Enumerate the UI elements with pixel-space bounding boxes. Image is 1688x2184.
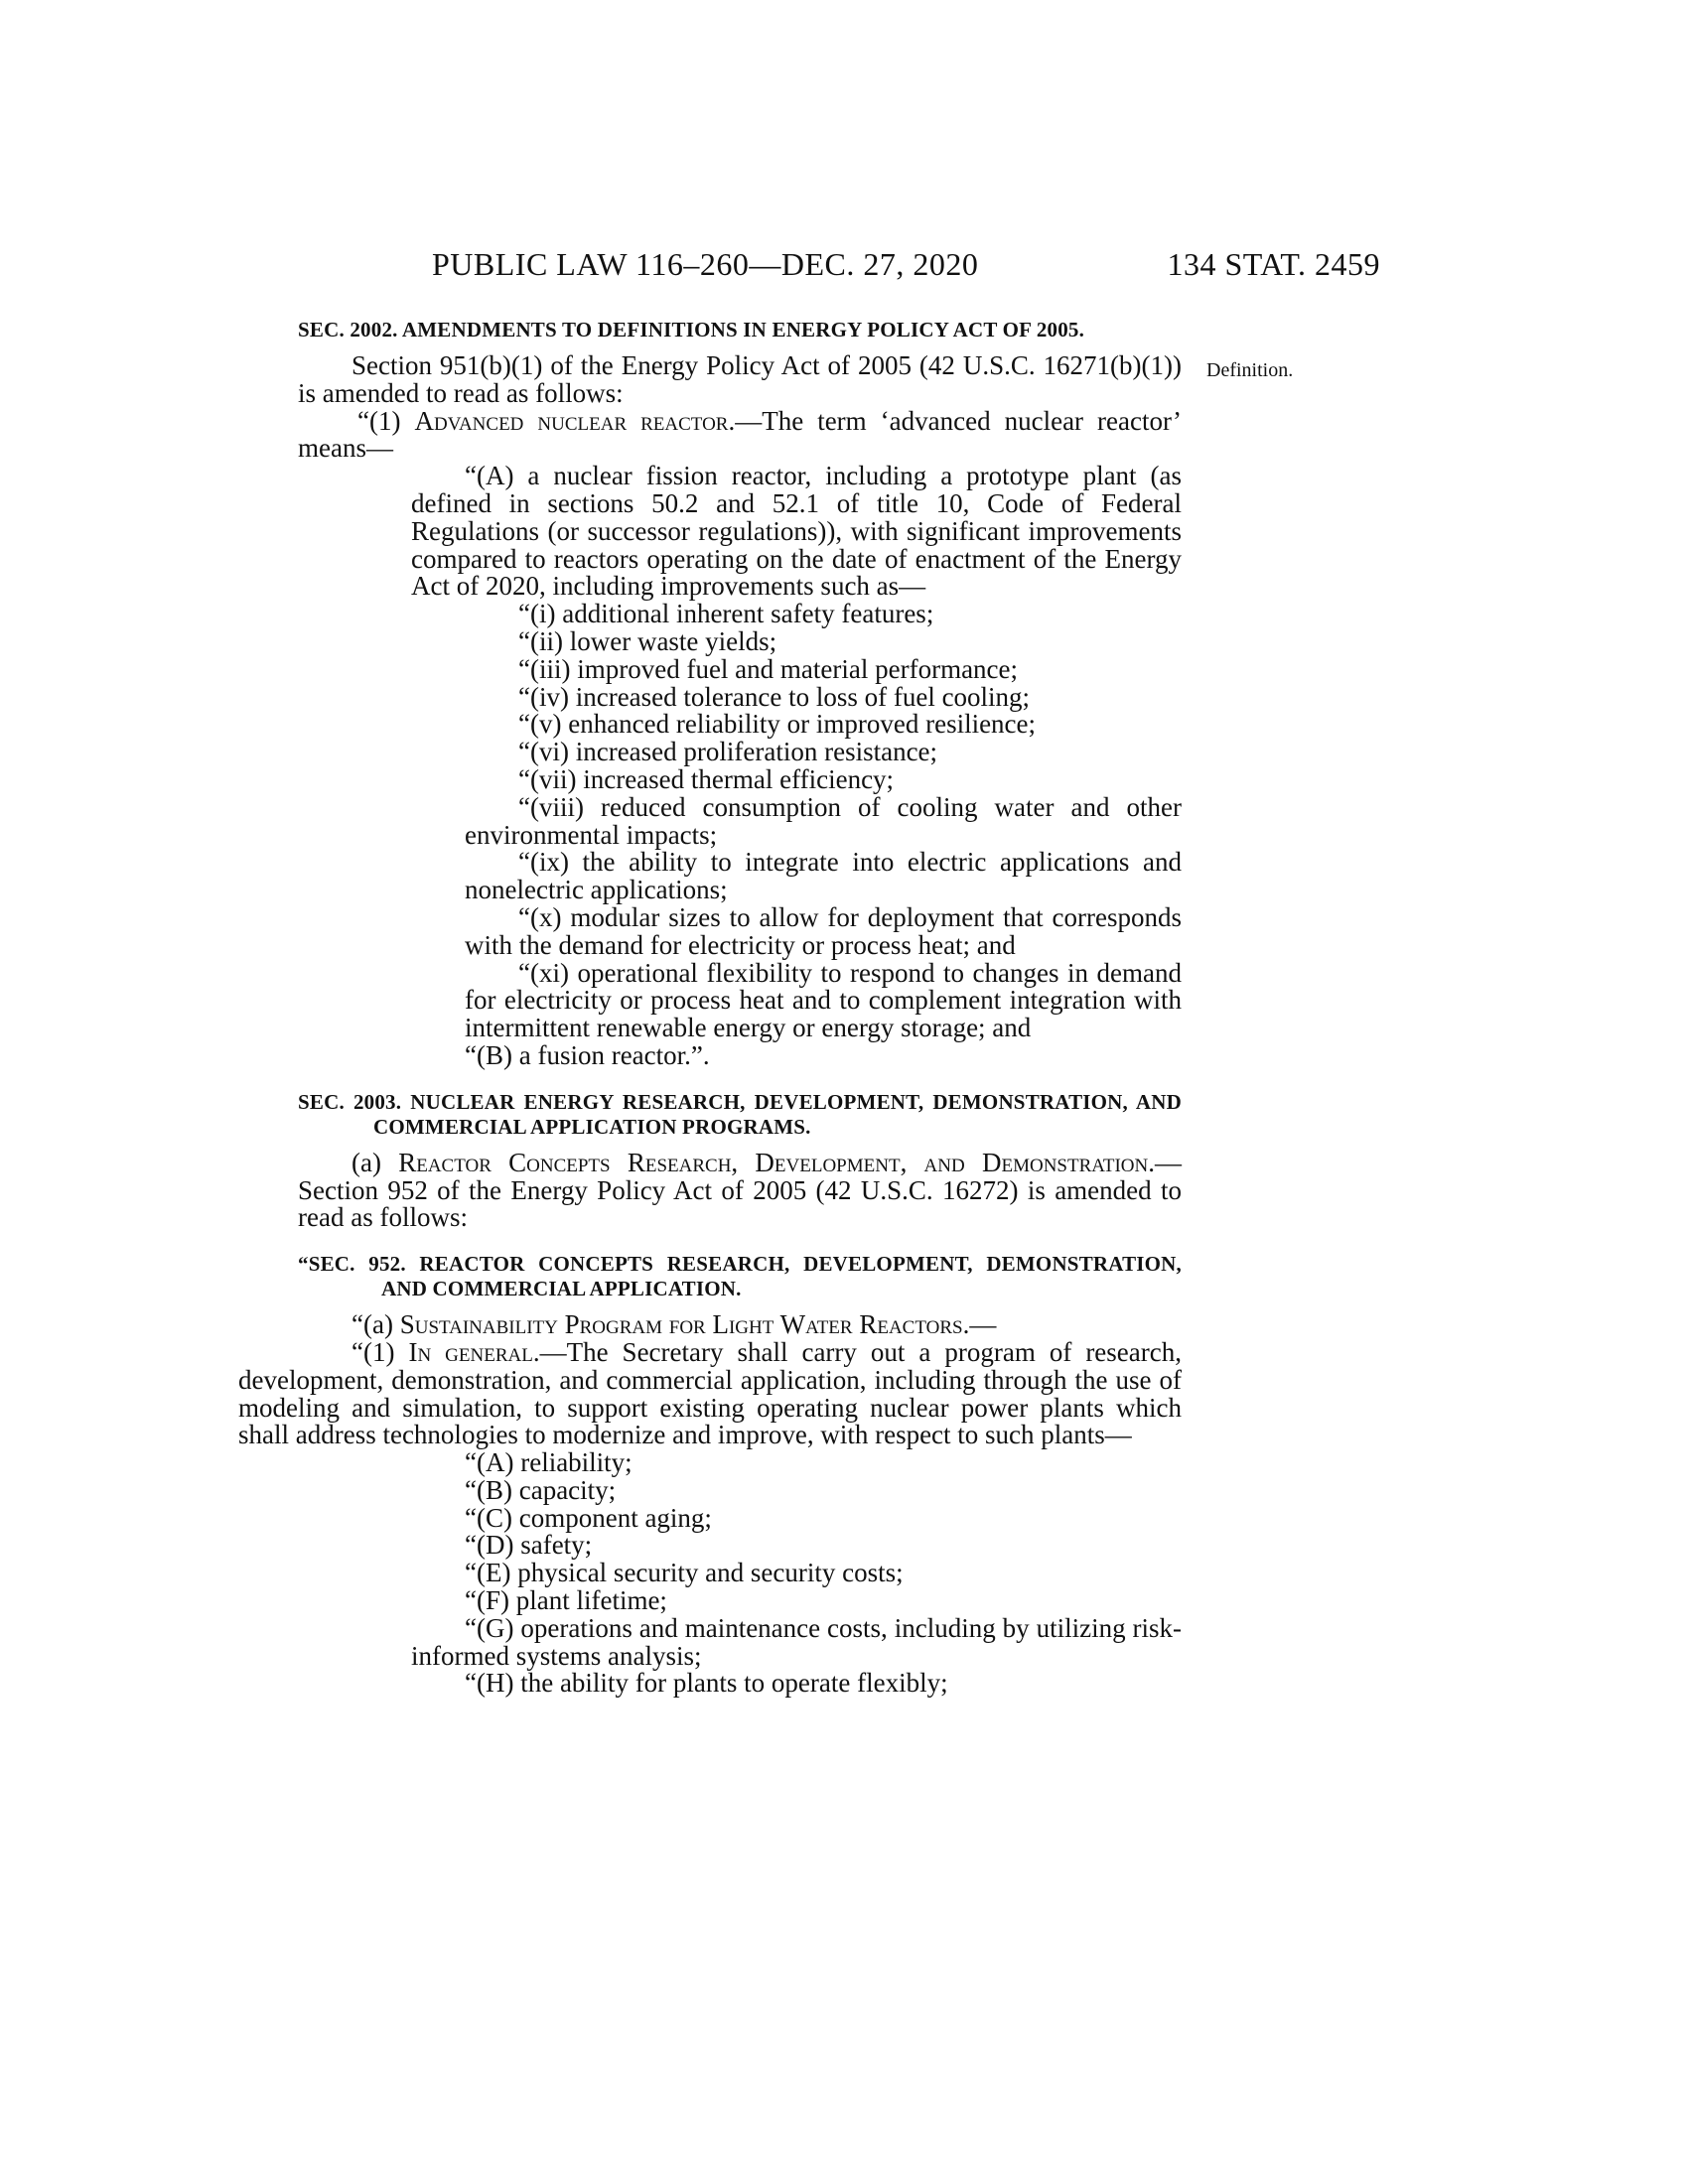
- subsection-prefix: “(a): [352, 1309, 400, 1340]
- list-item: “(iii) improved fuel and material performance;: [518, 653, 1019, 684]
- subsection-title: Sustainability Program for Light Water Reactors: [399, 1309, 963, 1340]
- definition-term: Advanced nuclear reactor: [414, 405, 729, 436]
- definition-advanced-nuclear-reactor: [298, 405, 1182, 464]
- subparagraph-a: “(A) a nuclear fission reactor, including a prototype plant (as defined in sections 50.2 and 52.1 of title 10, Code of Federal Regulations (or successor regulations)), with significant improvements compared to reactors operating on the date of enactment of the Energy Act of 2020, including improvements such as—: [411, 461, 1182, 602]
- section-2002-heading: SEC. 2002. AMENDMENTS TO DEFINITIONS IN ENERGY POLICY ACT OF 2005.: [298, 318, 1085, 341]
- subsection-text: .—: [962, 1309, 997, 1340]
- section-2002-intro: Section 951(b)(1) of the Energy Policy Act of 2005 (42 U.S.C. 16271(b)(1)) is amended to read as follows:: [298, 350, 1182, 408]
- improvements-list: [298, 601, 1182, 1042]
- subsection-prefix: (a): [352, 1147, 399, 1177]
- list-item: “(viii) reduced consumption of cooling water and other environmental impacts;: [465, 791, 1182, 850]
- definition-prefix: “(1): [357, 405, 415, 436]
- list-item: “(i) additional inherent safety features;: [518, 599, 934, 629]
- list-item: “(B) capacity;: [465, 1474, 617, 1505]
- list-item: “(v) enhanced reliability or improved resilience;: [518, 709, 1037, 740]
- list-item: “(x) modular sizes to allow for deployment that corresponds with the demand for electricity or process heat; and: [465, 901, 1182, 960]
- list-item: “(E) physical security and security costs;: [465, 1558, 904, 1588]
- list-item: “(vii) increased thermal efficiency;: [518, 763, 895, 794]
- list-item: “(iv) increased tolerance to loss of fuel cooling;: [518, 681, 1031, 712]
- list-item: “(D) safety;: [465, 1530, 593, 1561]
- running-header: [298, 246, 1380, 286]
- subsection-title: Reactor Concepts Research, Development, and Demonstration: [398, 1147, 1149, 1177]
- list-item: “(vi) increased proliferation resistance;: [518, 737, 938, 767]
- section-952-subsection-a: [298, 1311, 1182, 1339]
- modernization-list: [298, 1449, 1182, 1698]
- list-item: “(C) component aging;: [465, 1502, 712, 1533]
- list-item: “(ii) lower waste yields;: [518, 625, 777, 656]
- paragraph-title: In general: [408, 1336, 533, 1367]
- definition-text: .—The term ‘advanced nuclear reactor’ means—: [298, 405, 1182, 464]
- paragraph-text: .—The Secretary shall carry out a program of research, development, demonstration, and commercial application, including through the use of modeling and simulation, to support existing operating nuclear power plants which shall address technologies to modernize and improve, with respect to such plants—: [238, 1336, 1182, 1450]
- margin-note-definition: Definition.: [1206, 359, 1294, 381]
- list-item: “(F) plant lifetime;: [465, 1585, 667, 1616]
- paragraph-prefix: “(1): [352, 1336, 409, 1367]
- list-item: “(G) operations and maintenance costs, including by utilizing risk-informed systems analysis;: [411, 1612, 1182, 1671]
- subparagraph-b: “(B) a fusion reactor.”.: [465, 1039, 710, 1070]
- list-item: “(A) reliability;: [465, 1447, 633, 1478]
- list-item: “(xi) operational flexibility to respond to changes in demand for electricity or process heat and to complement integration with intermittent renewable energy or energy storage; and: [465, 957, 1182, 1043]
- section-952-heading: “SEC. 952. REACTOR CONCEPTS RESEARCH, DEVELOPMENT, DEMONSTRATION, AND COMMERCIAL APPLICATION.: [298, 1252, 1182, 1301]
- public-law-citation: PUBLIC LAW 116–260—DEC. 27, 2020: [432, 246, 979, 282]
- statute-page-number: 134 STAT. 2459: [1167, 246, 1380, 282]
- subsection-text: .—Section 952 of the Energy Policy Act of 2005 (42 U.S.C. 16272) is amended to read as follows:: [298, 1147, 1182, 1233]
- section-952-paragraph-1: [238, 1336, 1182, 1450]
- document-body: [238, 318, 1182, 1699]
- list-item: “(H) the ability for plants to operate flexibly;: [465, 1668, 948, 1699]
- section-2003-heading: SEC. 2003. NUCLEAR ENERGY RESEARCH, DEVELOPMENT, DEMONSTRATION, AND COMMERCIAL APPLICATION PROGRAMS.: [298, 1089, 1182, 1139]
- list-item: “(ix) the ability to integrate into electric applications and nonelectric applications;: [465, 847, 1182, 905]
- section-2003-subsection-a: [298, 1147, 1182, 1233]
